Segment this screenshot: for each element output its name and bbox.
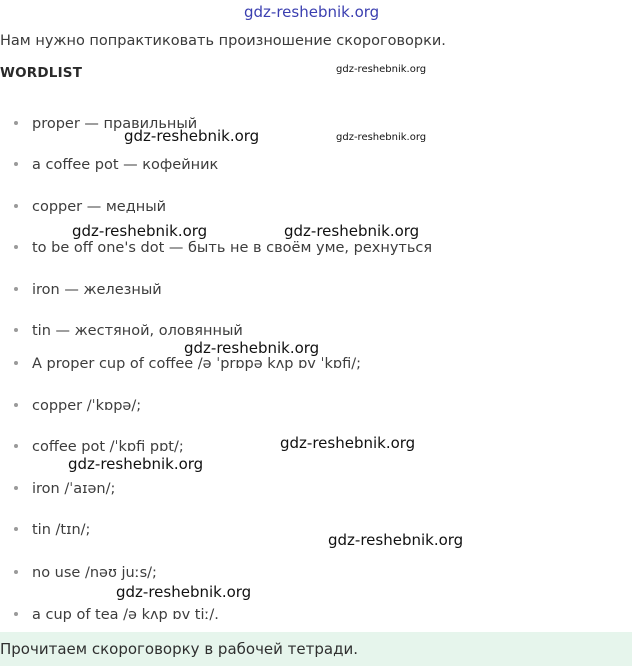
watermark: gdz-reshebnik.org [328, 531, 464, 549]
list-item-text: a cup of tea /ə kʌp ɒv tiː/. [32, 607, 219, 623]
bullet-icon [14, 403, 18, 407]
list-item-text: to be off one's dot — быть не в своём уме, рехнуться [32, 240, 433, 256]
list-item [14, 439, 184, 455]
bullet-icon [14, 328, 18, 332]
bullet-icon [14, 287, 18, 291]
bullet-icon [14, 162, 18, 166]
watermark: gdz-reshebnik.org [184, 339, 320, 357]
list-item-text: no use /nəʊ juːs/; [32, 565, 157, 581]
list-item-text: iron — железный [32, 282, 162, 298]
bullet-icon [14, 486, 18, 490]
list-item-text: a coffee pot — кофейник [32, 157, 219, 173]
list-item-text: tin /tɪn/; [32, 522, 91, 538]
bullet-icon [14, 121, 18, 125]
list-item [14, 323, 243, 339]
watermark-small: gdz-reshebnik.org [336, 132, 427, 143]
list-item [14, 356, 361, 372]
list-item [14, 157, 218, 173]
list-item-text: copper /ˈkɒpə/; [32, 398, 142, 414]
watermark: gdz-reshebnik.org [284, 222, 420, 240]
list-item-text: proper — правильный [32, 116, 198, 132]
bullet-icon [14, 245, 18, 249]
watermark-small: gdz-reshebnik.org [336, 64, 427, 75]
list-item-text: iron /ˈaɪən/; [32, 481, 116, 497]
bullet-icon [14, 204, 18, 208]
list-item [14, 398, 141, 414]
list-item-text: tin — жестяной, оловянный [32, 323, 243, 339]
list-item [14, 240, 432, 256]
watermark: gdz-reshebnik.org [280, 434, 416, 452]
intro-text: Нам нужно попрактиковать произношение скороговорки. [0, 33, 446, 49]
bullet-icon [14, 527, 18, 531]
bullet-icon [14, 444, 18, 448]
list-item-text: A proper cup of coffee /ə ˈprɒpə kʌp ɒv ˈkɒfi/; [32, 356, 361, 372]
list-item [14, 199, 166, 215]
footer-text: Прочитаем скороговорку в рабочей тетради. [0, 640, 358, 658]
list-item [14, 481, 115, 497]
watermark: gdz-reshebnik.org [72, 222, 208, 240]
watermark: gdz-reshebnik.org [68, 455, 204, 473]
bullet-icon [14, 612, 18, 616]
wordlist-heading: WORDLIST [0, 65, 83, 81]
list-item-text: copper — медный [32, 199, 167, 215]
bullet-icon [14, 361, 18, 365]
footer-banner [0, 632, 632, 666]
list-item-text: coffee pot /ˈkɒfi pɒt/; [32, 439, 184, 455]
list-item [14, 565, 157, 581]
list-item [14, 607, 219, 623]
list-item [14, 522, 90, 538]
watermark: gdz-reshebnik.org [124, 127, 260, 145]
bullet-icon [14, 570, 18, 574]
list-item [14, 282, 162, 298]
watermark: gdz-reshebnik.org [116, 583, 252, 601]
watermark-top: gdz-reshebnik.org [244, 3, 380, 21]
